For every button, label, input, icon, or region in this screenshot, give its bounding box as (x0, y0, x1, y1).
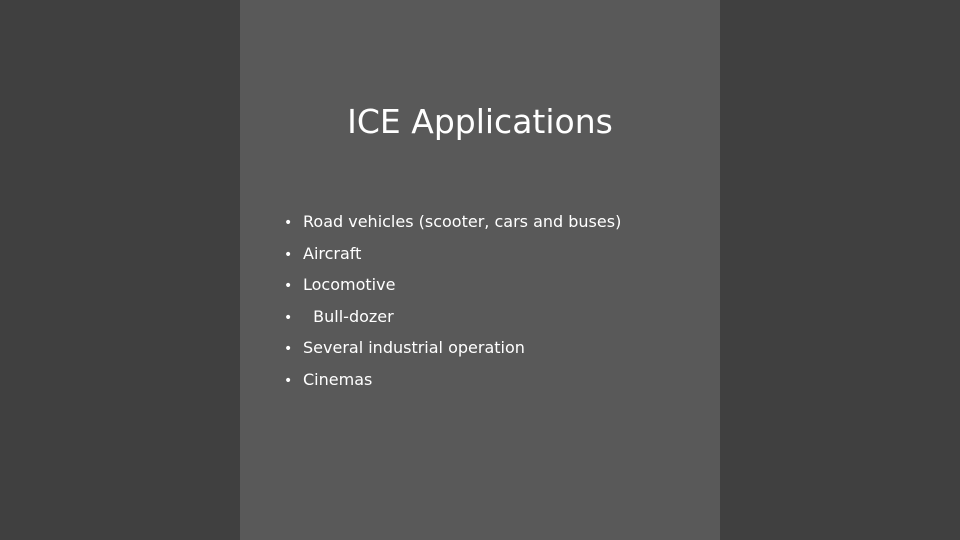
list-item (284, 238, 621, 270)
bullet-icon: • (284, 341, 293, 358)
list-item (284, 332, 621, 364)
list-item (284, 269, 621, 301)
slide (240, 0, 720, 540)
bullet-icon: • (284, 215, 293, 231)
bullet-icon: • (284, 309, 293, 326)
bullet-icon: • (284, 278, 293, 295)
bullet-text: Aircraft (303, 243, 362, 263)
list-item (284, 301, 621, 333)
bullet-text: Road vehicles (scooter, cars and buses) (303, 212, 622, 231)
bullet-icon: • (284, 246, 293, 263)
bullet-text: Several industrial operation (303, 338, 525, 358)
list-item (284, 206, 621, 238)
bullet-text: Locomotive (303, 275, 396, 295)
bullet-text: Cinemas (303, 369, 373, 389)
bullet-icon: • (284, 372, 293, 389)
slide-title: ICE Applications (347, 102, 613, 141)
bullet-list (284, 206, 621, 396)
list-item (284, 364, 621, 396)
bullet-text: Bull-dozer (303, 306, 394, 326)
